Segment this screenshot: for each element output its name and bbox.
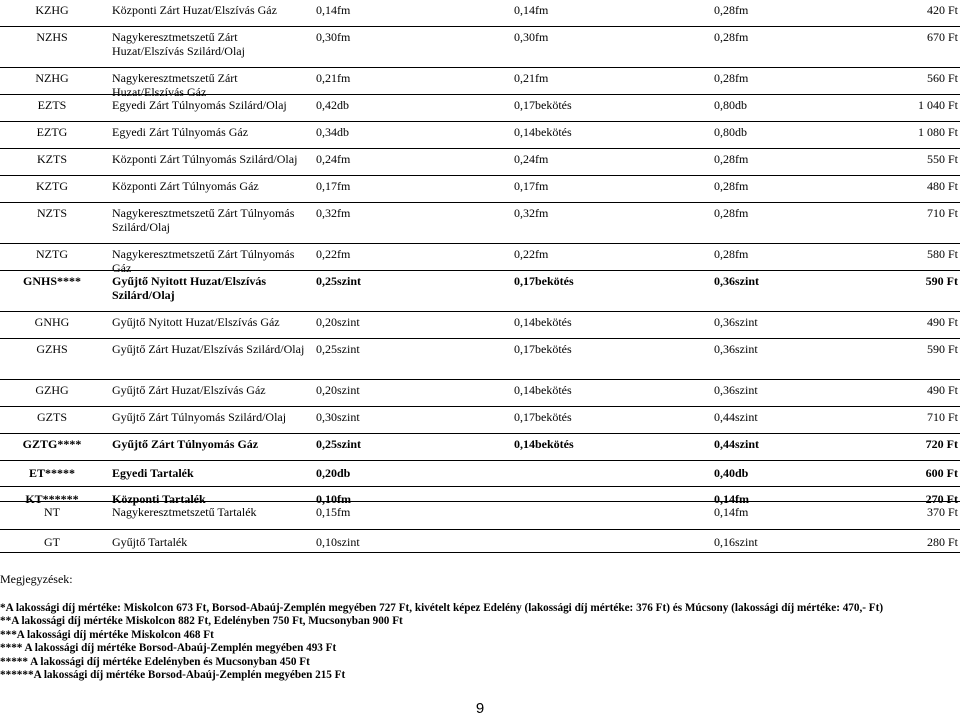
table-row [0,461,960,487]
row-value-b: 0,22fm [514,247,549,261]
table-row [0,203,960,244]
note-line: ***A lakossági díj mértéke Miskolcon 468 Ft [0,629,214,641]
row-code: NZHG [35,71,69,85]
row-price: 490 Ft [926,315,958,329]
row-value-b: 0,14bekötés [514,315,572,329]
row-value-b: 0,30fm [514,30,549,44]
table-row [0,530,960,553]
row-value-b: 0,21fm [514,71,549,85]
note-line: *A lakossági díj mértéke: Miskolcon 673 Ft, Borsod-Abaúj-Zemplén megyében 727 Ft, kivételt képez Edelény (lakossági díj mértéke: 376 Ft) és Múcsony (lakossági díj mértéke: 470,- Ft) [0,602,884,614]
row-value-a: 0,14fm [316,3,351,17]
row-price: 670 Ft [926,30,958,44]
table-row [0,339,960,380]
row-value-c: 0,36szint [714,274,759,288]
row-value-a: 0,10fm [316,492,351,506]
row-value-b: 0,14bekötés [514,437,574,451]
row-value-a: 0,21fm [316,71,351,85]
row-price: 1 040 Ft [917,98,958,112]
note-line: **** A lakossági díj mértéke Borsod-Abaúj-Zemplén megyében 493 Ft [0,642,337,654]
row-code: GZHS [36,342,68,356]
row-name: Egyedi Zárt Túlnyomás Gáz [112,125,249,139]
row-name: Központi Zárt Túlnyomás Szilárd/Olaj [112,152,298,166]
row-value-b: 0,24fm [514,152,549,166]
row-name: Nagykeresztmetszetű Zárt Huzat/Elszívás Gáz [112,71,238,99]
row-code: ET***** [28,466,75,480]
row-name: Gyűjtő Zárt Túlnyomás Gáz [112,437,259,451]
row-value-c: 0,44szint [714,437,759,451]
row-code: KZHG [35,3,69,17]
row-value-a: 0,32fm [316,206,351,220]
table-row [0,434,960,461]
row-value-c: 0,28fm [714,152,749,166]
table-row [0,380,960,407]
row-code: GT [44,535,60,549]
row-value-c: 0,28fm [714,206,749,220]
row-price: 420 Ft [926,3,958,17]
row-price: 720 Ft [925,437,958,451]
row-price: 480 Ft [926,179,958,193]
row-price: 270 Ft [925,492,958,506]
row-value-a: 0,17fm [316,179,351,193]
row-price: 550 Ft [926,152,958,166]
row-value-a: 0,42db [316,98,349,112]
row-name: Gyűjtő Tartalék [112,535,188,549]
row-value-c: 0,14fm [714,505,749,519]
row-code: EZTG [36,125,68,139]
row-name: Gyűjtő Zárt Huzat/Elszívás Gáz [112,383,266,397]
row-code: NZTG [36,247,68,261]
row-value-c: 0,36szint [714,383,758,397]
table-row [0,122,960,149]
note-line: **A lakossági díj mértéke Miskolcon 882 Ft, Edelényben 750 Ft, Mucsonyban 900 Ft [0,615,403,627]
row-value-a: 0,30szint [316,410,360,424]
row-value-b: 0,17fm [514,179,549,193]
row-name: Nagykeresztmetszetű Zárt Huzat/Elszívás Szilárd/Olaj [112,30,245,58]
row-code: KZTG [36,179,68,193]
row-name: Gyűjtő Nyitott Huzat/Elszívás Szilárd/Olaj [112,274,266,302]
row-value-b: 0,17bekötés [514,98,572,112]
row-value-c: 0,28fm [714,30,749,44]
table-row [0,244,960,275]
row-name: Nagykeresztmetszetű Zárt Túlnyomás Szilárd/Olaj [112,206,295,234]
row-code: GNHG [34,315,70,329]
row-value-b: 0,17bekötés [514,410,572,424]
table-row [0,312,960,339]
row-value-b: 0,14bekötés [514,125,572,139]
row-code: GZTG**** [22,437,82,451]
row-value-a: 0,24fm [316,152,351,166]
row-name: Központi Tartalék [112,492,206,506]
row-name: Központi Zárt Huzat/Elszívás Gáz [112,3,277,17]
table-row [0,271,960,312]
row-value-a: 0,22fm [316,247,351,261]
row-value-b: 0,32fm [514,206,549,220]
row-code: NZHS [36,30,68,44]
table-row [0,27,960,68]
row-value-a: 0,20db [316,466,351,480]
row-price: 1 080 Ft [917,125,958,139]
row-price: 600 Ft [925,466,958,480]
table-row [0,0,960,27]
table-row [0,149,960,176]
row-name: Központi Zárt Túlnyomás Gáz [112,179,259,193]
row-value-b: 0,14fm [514,3,549,17]
row-price: 370 Ft [926,505,958,519]
row-code: GZTS [37,410,67,424]
row-value-a: 0,15fm [316,505,351,519]
row-code: EZTS [37,98,67,112]
row-name: Nagykeresztmetszetű Tartalék [112,505,257,519]
row-value-c: 0,36szint [714,315,758,329]
row-price: 590 Ft [925,274,958,288]
row-value-c: 0,28fm [714,179,749,193]
table-row [0,487,960,506]
page-number: 9 [475,700,485,717]
row-name: Gyűjtő Nyitott Huzat/Elszívás Gáz [112,315,280,329]
row-value-c: 0,80db [714,98,747,112]
row-value-a: 0,25szint [316,342,360,356]
row-value-c: 0,28fm [714,71,749,85]
table-row [0,95,960,122]
row-value-a: 0,20szint [316,383,360,397]
row-value-c: 0,28fm [714,247,749,261]
row-value-c: 0,40db [714,466,749,480]
row-name: Egyedi Tartalék [112,466,194,480]
row-code: NZTS [37,206,67,220]
row-price: 280 Ft [926,535,958,549]
row-name: Gyűjtő Zárt Túlnyomás Szilárd/Olaj [112,410,287,424]
row-value-c: 0,16szint [714,535,758,549]
row-value-c: 0,80db [714,125,747,139]
table-row [0,407,960,434]
row-name: Gyűjtő Zárt Huzat/Elszívás Szilárd/Olaj [112,342,305,356]
row-price: 490 Ft [926,383,958,397]
row-name: Nagykeresztmetszetű Zárt Túlnyomás Gáz [112,247,295,275]
row-value-a: 0,34db [316,125,349,139]
notes-title: Megjegyzések: [0,572,73,586]
row-value-b: 0,17bekötés [514,342,572,356]
table-row [0,502,960,530]
row-value-a: 0,25szint [316,437,361,451]
row-value-c: 0,14fm [714,492,749,506]
row-price: 710 Ft [926,206,958,220]
row-value-c: 0,36szint [714,342,758,356]
note-line: ******A lakossági díj mértéke Borsod-Abaúj-Zemplén megyében 215 Ft [0,669,346,681]
row-value-a: 0,20szint [316,315,360,329]
table-row [0,68,960,99]
table-row [0,176,960,203]
row-price: 710 Ft [926,410,958,424]
row-value-c: 0,44szint [714,410,758,424]
row-price: 560 Ft [926,71,958,85]
row-value-a: 0,30fm [316,30,351,44]
row-value-b: 0,14bekötés [514,383,572,397]
row-price: 590 Ft [926,342,958,356]
row-name: Egyedi Zárt Túlnyomás Szilárd/Olaj [112,98,287,112]
row-code: GNHS**** [22,274,81,288]
row-value-a: 0,25szint [316,274,361,288]
row-value-c: 0,28fm [714,3,749,17]
row-code: NT [44,505,60,519]
row-value-b: 0,17bekötés [514,274,574,288]
row-code: GZHG [35,383,69,397]
row-value-a: 0,10szint [316,535,360,549]
row-price: 580 Ft [926,247,958,261]
note-line: ***** A lakossági díj mértéke Edelényben és Mucsonyban 450 Ft [0,656,310,668]
row-code: KZTS [37,152,67,166]
row-code: KT****** [25,492,79,506]
